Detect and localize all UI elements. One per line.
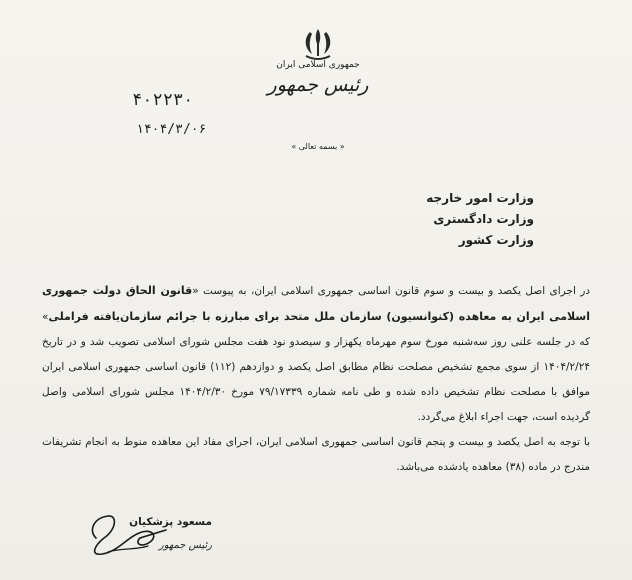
letter-body [42, 278, 590, 480]
signer-title: رئیس جمهور [158, 540, 212, 551]
emblem-icon [298, 26, 338, 62]
signer-name: مسعود پزشکیان [129, 516, 212, 528]
basmala: « بسمه تعالی » [291, 142, 345, 151]
body-paragraph-2: با توجه به اصل یکصد و بیست و پنجم قانون اساسی جمهوری اسلامی ایران، اجرای مفاد این معاهده منوط به انجام تشریفات مندرج در ماده (۳۸) معاهده یادشده می‌باشد. [42, 436, 590, 473]
reference-date: ۱۴۰۴/۳/۰۶ [136, 122, 207, 137]
recipient-foreign-affairs: وزارت امور خارجه [426, 191, 534, 205]
recipient-justice: وزارت دادگستری [433, 212, 534, 226]
reference-number: ۴۰۲۲۳۰ [132, 90, 194, 110]
law-title: قانون الحاق دولت جمهوری اسلامی ایران به معاهده (کنوانسیون) سازمان ملل متحد برای مبارزه با جرائم سازمان‌یافته فراملی [42, 284, 590, 323]
recipients-list [426, 188, 534, 251]
letterhead-republic: جمهوری اسلامی ایران [276, 60, 360, 70]
recipient-interior: وزارت کشور [458, 233, 534, 247]
body-rest: » که در جلسه علنی روز سه‌شنبه مورخ سوم مهرماه یکهزار و سیصدو نود هفت مجلس شورای اسلامی تصویب شد و در تاریخ ۱۴۰۴/۲/۲۴ از سوی مجمع تشخیص مصلحت نظام مطابق اصل یکصد و دوازدهم (۱۱۲) قانون اساسی جمهوری اسلامی ایران موافق با مصلحت نظام تشخیص داده شده و طی نامه شماره ۷۹/۱۷۳۳۹ مورخ ۱۴۰۴/۲/۳۰ مجلس شورای اسلامی واصل گردیده است، جهت اجراء ابلاغ می‌گردد. [42, 311, 590, 423]
body-intro: در اجرای اصل یکصد و بیست و سوم قانون اساسی جمهوری اسلامی ایران، به پیوست « [192, 285, 590, 297]
letterhead-title: رئیس جمهور [267, 74, 369, 96]
body-paragraph-1 [42, 278, 590, 430]
